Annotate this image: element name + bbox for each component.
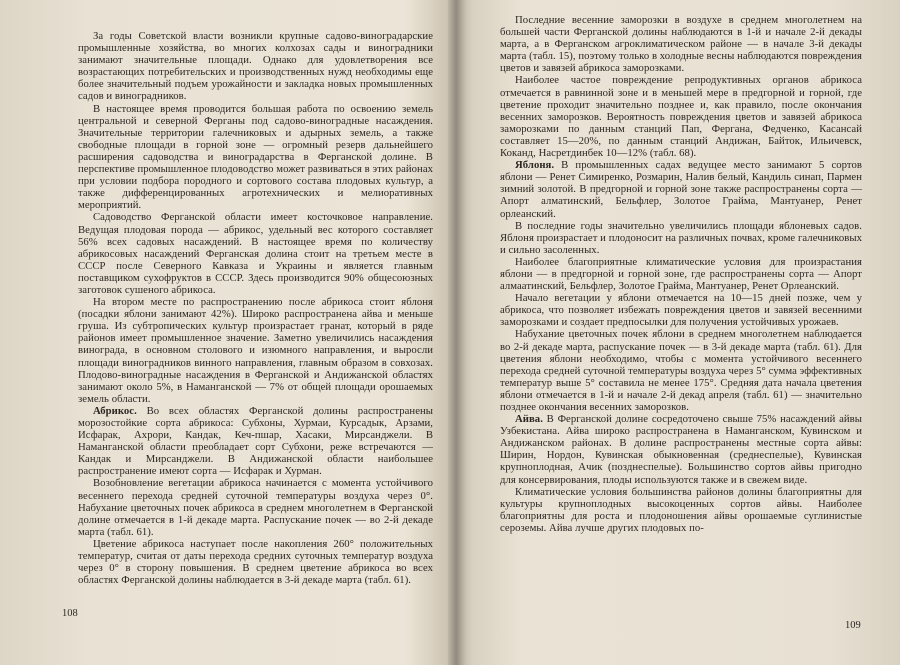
- section-lead-apple: Яблоня.: [515, 159, 555, 172]
- paragraph: Наиболее частое повреждение репродуктивных органов абрикоса отмечается в равнинной зоне и в меньшей мере в предгорной и горной, где цветение проходит значительно позднее и, как правило, после окончания весенних заморозков. Вероятность повреждения цветов и завязей абрикоса заморозками по данным станций Пап, Фергана, Федченко, Касансай составляет 15—20%, по данным станций Андижан, Байток, Ильичевск, Коканд, Насретдинбек 10—12% (табл. 68).: [500, 74, 862, 160]
- paragraph-apple: Яблоня. В промышленных садах ведущее место занимают 5 сортов яблони — Ренет Симиренко, Розмарин, Налив белый, Кандиль синап, Пармен зимний золотой. В предгорной и горной зоне также распространены сорта — Апорт алматинский, Бельфлер, Золотое Грайма, Мантуанер, Ренет орлеанский.: [500, 159, 862, 220]
- paragraph: Цветение абрикоса наступает после накопления 260° положительных температур, считая от даты перехода средних суточных температур воздуха через 0° в сторону повышения. В среднем цветение абрикоса во всех областях Ферганской долины наблюдается в 3-й декаде марта (табл. 61).: [78, 537, 433, 587]
- paragraph-apricot: Абрикос. Во всех областях Ферганской долины распространены морозостойкие сорта абрикоса: Субхоны, Хурмаи, Курсадык, Арзами, Исфарак, Ахрори, Кандак, Кеч-пшар, Хасаки, Мирсанджели. В Наманганской области преобладает сорт Субхони, реже встречаются — Кандак и Мирсанджели. В Андижанской области наибольшее распространение имеют сорта — Исфарак и Хурман.: [78, 404, 433, 478]
- paragraph: Набухание цветочных почек яблони в среднем многолетнем наблюдается во 2-й декаде марта, распускание почек — в 3-й декаде марта (табл. 61). Для цветения яблони необходимо, чтобы с момента устойчивого весеннего перехода средней суточной температуры воздуха через 5° сумма эффективных температур выше 5° составила не менее 175°. Средняя дата начала цветения яблони отмечается в 1-й и начале 2-й декад апреля (табл. 61) — значительно позднее окончания весенних заморозков.: [500, 328, 862, 413]
- paragraph: Садоводство Ферганской области имеет косточковое направление. Ведущая плодовая порода — абрикос, удельный вес которого составляет 56% всех садовых насаждений. В настоящее время по количеству абрикосовых насаждений Ферганская долина стоит на третьем месте в СССР после Северного Кавказа и Украины и является главным поставщиком сухофруктов в СССР. Здесь производится 90% общесоюзных заготовок сушеного абрикоса.: [78, 211, 433, 296]
- paragraph: В последние годы значительно увеличились площади яблоневых садов. Яблоня произрастает и плодоносит на различных почвах, кроме галечниковых и сильно засоленных.: [500, 219, 862, 256]
- paragraph-quince: Айва. В Ферганской долине сосредоточено свыше 75% насаждений айвы Узбекистана. Айва широко распространена в Наманганском, Кувинском и Андижанском районах. В долине распространены местные сорта айвы: Ширин, Нордон, Кувинская обыкновенная (среднеспелые), Кувинская крупноплодная, Ачик (позднеспелые). Большинство сортов айвы пригодно для консервирования, плоды используются также и в свежем виде.: [500, 413, 862, 486]
- right-page: [466, 0, 900, 665]
- paragraph: Возобновление вегетации абрикоса начинается с момента устойчивого весеннего перехода средней суточной температуры воздуха через 0°. Набухание цветочных почек абрикоса в среднем многолетнем в Ферганской долине отмечается в 1-й декаде марта. Распускание почек — во 2-й декаде марта (табл. 61).: [78, 477, 433, 538]
- section-lead-quince: Айва.: [515, 413, 543, 426]
- paragraph: В настоящее время проводится большая работа по освоению земель центральной и северной Ферганы под садово-виноградные насаждения. Значительные территории галечниковых и адырных земель, а также свободные площади в горной зоне — огромный резерв дальнейшего расширения садоводства и виноградарства в Ферганской долине. В перспективе промышленное плодоводство может развиваться в этих районах при условии подбора породного и сортового состава плодовых культур, а также дифференцированных агротехнических и мелиоративных мероприятий.: [78, 102, 434, 212]
- section-lead-apricot: Абрикос.: [93, 404, 137, 417]
- page-number-right: 109: [845, 620, 861, 631]
- book-gutter: [448, 0, 466, 665]
- paragraph: На втором месте по распространению после абрикоса стоит яблоня (посадки яблони занимают 42%). Широко распространена айва и меньше груша. Из субтропических культур произрастает гранат, который в ряде районов имеет промышленное значение. Заметно увеличились насаждения винограда, в основном столового и изюмного направления, и выросли площади виноградников винного направления, главным образом в совхозах. Плодово-виноградные насаждения в Ферганской и Андижанской областях занимают около 5%, в Наманганской — 7% от общей площади орошаемых земель области.: [78, 296, 433, 405]
- paragraph: Климатические условия большинства районов долины благоприятны для культуры крупноплодных высокоценных сортов айвы. Наиболее благоприятны для роста и плодоношения айвы орошаемые суглинистые сероземы. Айва лучше других плодовых по-: [500, 485, 862, 534]
- paragraph: Последние весенние заморозки в воздухе в среднем многолетнем на большей части Ферганской долины наблюдаются в 1-й и начале 2-й декады марта, а в Ферганском агроклиматическом районе — в начале 3-й декады марта (табл. 15), поэтому только в холодные весны наблюдаются повреждения цветов и завязей абрикоса заморозками.: [500, 14, 862, 75]
- page-number-left: 108: [62, 608, 78, 619]
- paragraph: За годы Советской власти возникли крупные садово-виноградарские промышленные хозяйства, во многих колхозах сады и виноградники занимают значительные площади. Однако для удовлетворения все возрастающих потребительских и производственных нужд необходимы еще более значительный подъем урожайности и закладка новых промышленных садов и виноградников.: [78, 30, 433, 103]
- paragraph: Начало вегетации у яблони отмечается на 10—15 дней позже, чем у абрикоса, что позволяет избежать повреждения цветов и завязей весенними заморозками и создает предпосылки для получения устойчивых урожаев.: [500, 292, 862, 329]
- paragraph: Наиболее благоприятные климатические условия для произрастания яблони — в предгорной и горной зоне, где распространены сорта — Апорт алмаатинский, Бельфлер, Золотое Грайма, Мантуанер, Ренет Орлеанский.: [500, 255, 862, 293]
